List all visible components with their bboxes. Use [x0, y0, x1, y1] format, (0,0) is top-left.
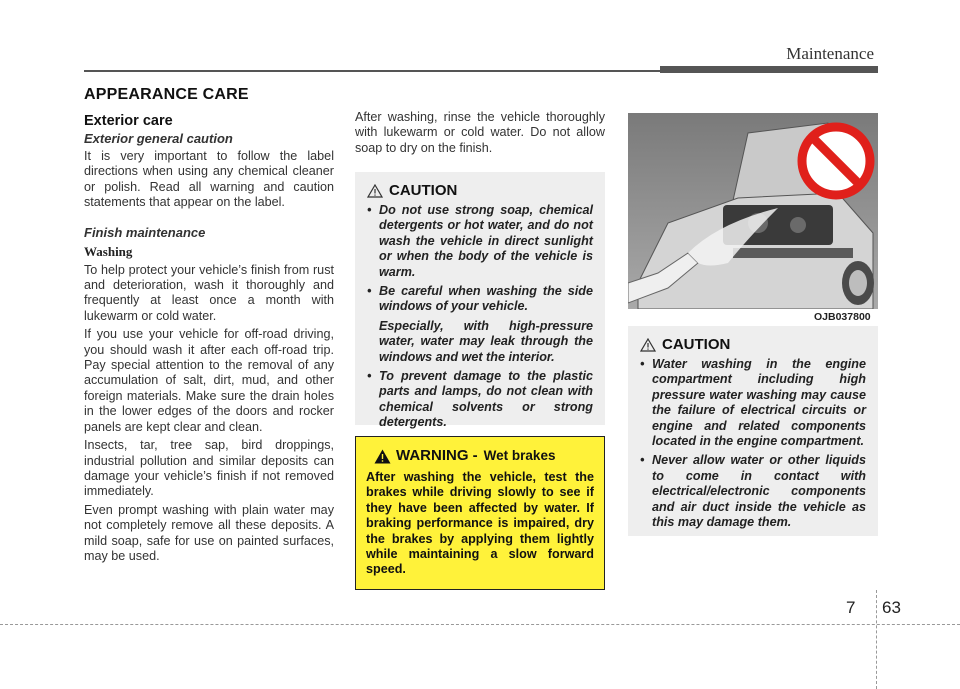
page-number: 63: [882, 598, 901, 617]
warning-header: [374, 447, 594, 464]
figure-caption: OJB037800: [814, 311, 871, 323]
caution-item: • Never allow water or other liquids to come in contact with electrical/electronic components and air duct inside the vehicle as this may damage them.: [640, 453, 866, 530]
paragraph-wash-frequency: To help protect your vehicle’s finish from rust and deterioration, wash it thoroughly and frequently at least once a month with lukewarm or cold water.: [84, 262, 334, 323]
paragraph-deposits: Insects, tar, tree sap, bird droppings, industrial pollution and similar deposits can damage your vehicle’s finish if not removed immediately.: [84, 438, 334, 499]
footer-rule: [0, 624, 960, 625]
car-engine-illustration: [628, 113, 878, 309]
footer-divider: [876, 590, 877, 689]
paragraph-mild-soap: Even prompt washing with plain water may not completely remove all these deposits. A mild soap, safe for use on painted surfaces, may be used.: [84, 502, 334, 563]
caution-item: • Do not use strong soap, chemical detergents or hot water, and do not wash the vehicle in direct sunlight or when the body of the vehicle is warm.: [367, 203, 593, 280]
page-chapter-number: 7: [846, 598, 856, 617]
header-rule-thin: [84, 70, 660, 72]
warning-subject: Wet brakes: [483, 448, 556, 463]
paragraph-label-directions: It is very important to follow the label directions when using any chemical cleaner or polish. Read all warning and caution statements that appear on the label.: [84, 149, 334, 210]
exterior-care-heading: Exterior care: [84, 113, 173, 129]
header-title: Maintenance: [786, 44, 874, 63]
finish-maintenance-heading: Finish maintenance: [84, 224, 206, 240]
warning-box-wet-brakes: [355, 436, 605, 590]
caution-list: [367, 203, 593, 431]
warning-triangle-icon: [367, 184, 383, 198]
caution-header: [640, 336, 866, 353]
caution-item: • To prevent damage to the plastic parts and lamps, do not clean with chemical solvents or strong detergents.: [367, 369, 593, 431]
caution-header: [367, 182, 593, 199]
caution-box-engine: [628, 326, 878, 536]
caution-box-washing: [355, 172, 605, 430]
caution-list: [640, 357, 866, 530]
exterior-general-caution-heading: Exterior general caution: [84, 131, 233, 146]
paragraph-rinse: After washing, rinse the vehicle thoroughly with lukewarm or cold water. Do not allow soap to dry on the finish.: [355, 110, 605, 155]
section-title: APPEARANCE CARE: [84, 86, 249, 103]
figure-engine-wash-illustration: [628, 113, 878, 309]
warning-label: WARNING -: [396, 447, 478, 464]
caution-item: • Water washing in the engine compartment including high pressure water washing may cause the failure of electrical circuits or engine and related components located in the engine compartment.: [640, 357, 866, 449]
warning-triangle-icon: [640, 338, 656, 352]
warning-text: After washing the vehicle, test the brakes while driving slowly to see if they have been affected by water. If braking performance is impaired, dry the brakes by applying them lightly while maintaining a slow forward speed.: [366, 470, 594, 577]
caution-label: CAUTION: [662, 336, 731, 353]
caution-item: • Be careful when washing the side windows of your vehicle. Especially, with high-pressure water, water may leak through the windows and wet the interior.: [367, 284, 593, 365]
left-column: [84, 110, 334, 564]
caution-item-continuation: Especially, with high-pressure water, water may leak through the windows and wet the interior.: [379, 318, 593, 364]
header-rule-thick: [660, 66, 878, 73]
paragraph-off-road: If you use your vehicle for off-road driving, you should wash it after each off-road trip. Pay special attention to the removal of any accumulation of salt, dirt, mud, and other foreign materials. Make sure the drain holes in the lower edges of the doors and rocker panels are kept clear and clean.: [84, 327, 334, 434]
warning-triangle-icon: [374, 449, 390, 463]
caution-label: CAUTION: [389, 182, 458, 199]
washing-heading: Washing: [84, 243, 133, 259]
